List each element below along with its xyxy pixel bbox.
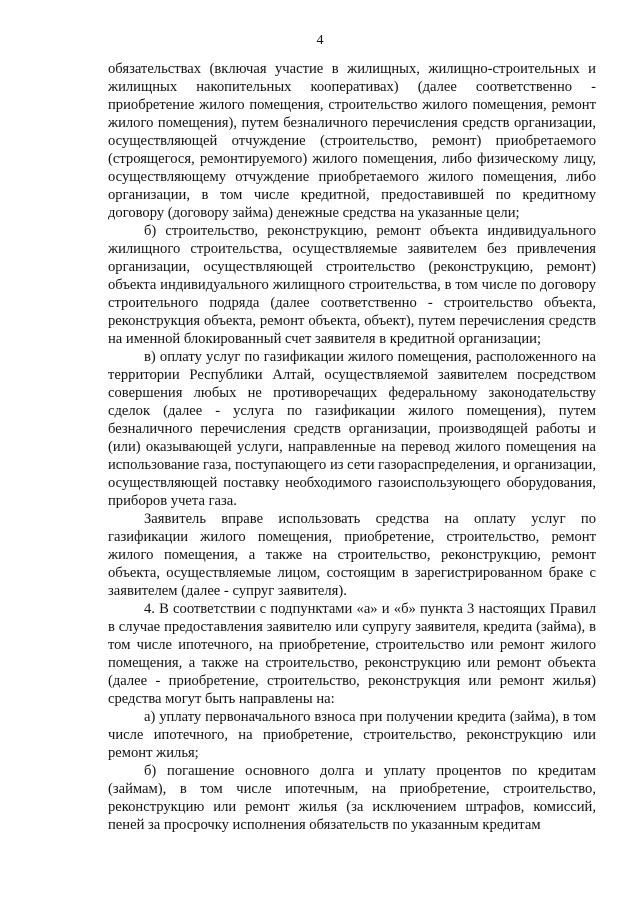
paragraph-continuation: обязательствах (включая участие в жилищных, жилищно-строительных и жилищных накопительных кооперативах) (далее соответственно - приобретение жилого помещения, строительство жилого помещения, ремонт жилого помещения), путем безналичного перечисления средств организации, осуществляющей отчуждение (строительство, ремонт) приобретаемого (строящегося, ремонтируемого) жилого помещения, либо физическому лицу, осуществляющему отчуждение приобретаемого жилого помещения, либо организации, в том числе кредитной, предоставившей по кредитному договору (договору займа) денежные средства на указанные цели;	[108, 61, 596, 221]
document-body	[108, 60, 596, 834]
paragraph-item-b: б) строительство, реконструкцию, ремонт объекта индивидуального жилищного строительства, осуществляемые заявителем без привлечения организации, осуществляющей строительство (реконструкцию, ремонт) объекта индивидуального жилищного строительства, в том числе по договору строительного подряда (далее соответственно - строительство объекта, реконструкция объекта, ремонт объекта, объект), путем перечисления средств на именной блокированный счет заявителя в кредитной организации;	[108, 223, 596, 347]
paragraph-spouse: Заявитель вправе использовать средства на оплату услуг по газификации жилого помещения, приобретение, строительство, ремонт жилого помещения, а также на строительство, реконструкцию, ремонт объекта, осуществляемые лицом, состоящим в зарегистрированном браке с заявителем (далее - супруг заявителя).	[108, 511, 596, 599]
page-number: 4	[316, 33, 324, 48]
paragraph-point-4-item-b: б) погашение основного долга и уплату процентов по кредитам (займам), в том числе ипотечным, на приобретение, строительство, реконструкцию или ремонт жилья (за исключением штрафов, комиссий, пеней за просрочку исполнения обязательств по указанным кредитам	[108, 763, 596, 833]
paragraph-item-v: в) оплату услуг по газификации жилого помещения, расположенного на территории Республики Алтай, осуществляемой заявителем посредством совершения любых не противоречащих федеральному законодательству сделок (далее - услуга по газификации жилого помещения), путем безналичного перечисления средств организации, производящей работы и (или) оказывающей услуги, направленные на перевод жилого помещения на использование газа, поступающего из сети газораспределения, и организации, осуществляющей поставку необходимого газоиспользующего оборудования, приборов учета газа.	[108, 349, 596, 509]
paragraph-point-4-item-a: а) уплату первоначального взноса при получении кредита (займа), в том числе ипотечного, на приобретение, строительство, реконструкцию или ремонт жилья;	[108, 709, 596, 761]
paragraph-point-4: 4. В соответствии с подпунктами «а» и «б» пункта 3 настоящих Правил в случае предоставления заявителю или супругу заявителя, кредита (займа), в том числе ипотечного, на приобретение, строительство или ремонт жилого помещения, а также на строительство, реконструкцию или ремонт объекта (далее - приобретение, строительство, реконструкция или ремонт жилья) средства могут быть направлены на:	[108, 601, 596, 707]
